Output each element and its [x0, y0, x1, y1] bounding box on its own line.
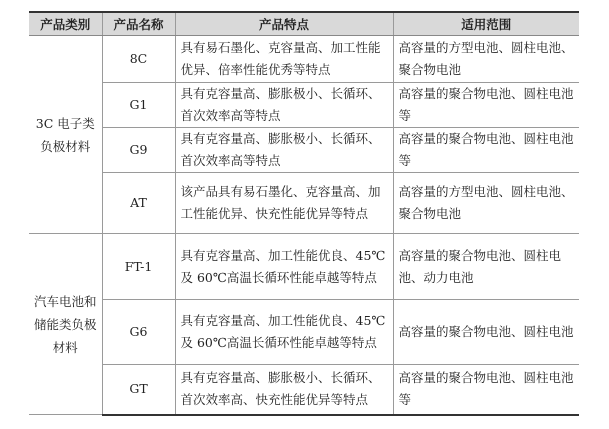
product-name-cell: FT-1: [102, 234, 175, 300]
features-cell: 具有克容量高、膨胀极小、长循环、首次效率高等特点: [175, 128, 393, 173]
product-name-cell: G1: [102, 83, 175, 128]
scope-cell: 高容量的聚合物电池、圆柱电池等: [393, 128, 579, 173]
features-cell: 具有易石墨化、克容量高、加工性能优异、倍率性能优秀等特点: [175, 36, 393, 83]
header-features: 产品特点: [175, 12, 393, 36]
product-name-cell: G6: [102, 300, 175, 365]
scope-cell: 高容量的聚合物电池、圆柱电池: [393, 300, 579, 365]
product-table: [29, 11, 579, 416]
scope-cell: 高容量的聚合物电池、圆柱电池等: [393, 83, 579, 128]
table-header-row: [29, 12, 579, 36]
table-row: [29, 365, 579, 415]
features-cell: 该产品具有易石墨化、克容量高、加工性能优异、快充性能优异等特点: [175, 173, 393, 234]
category-cell: 3C 电子类负极材料: [29, 36, 102, 234]
table-row: [29, 83, 579, 128]
features-cell: 具有克容量高、膨胀极小、长循环、首次效率高等特点: [175, 83, 393, 128]
table-row: [29, 234, 579, 300]
product-name-cell: AT: [102, 173, 175, 234]
category-cell: 汽车电池和储能类负极材料: [29, 234, 102, 415]
header-product-name: 产品名称: [102, 12, 175, 36]
scope-cell: 高容量的方型电池、圆柱电池、聚合物电池: [393, 173, 579, 234]
product-table-container: [29, 11, 579, 416]
product-name-cell: 8C: [102, 36, 175, 83]
table-row: [29, 128, 579, 173]
table-row: [29, 36, 579, 83]
features-cell: 具有克容量高、加工性能优良、45℃及 60℃高温长循环性能卓越等特点: [175, 234, 393, 300]
header-category: 产品类别: [29, 12, 102, 36]
product-name-cell: G9: [102, 128, 175, 173]
features-cell: 具有克容量高、膨胀极小、长循环、首次效率高、快充性能优异等特点: [175, 365, 393, 415]
scope-cell: 高容量的方型电池、圆柱电池、聚合物电池: [393, 36, 579, 83]
table-row: [29, 173, 579, 234]
scope-cell: 高容量的聚合物电池、圆柱电池、动力电池: [393, 234, 579, 300]
table-row: [29, 300, 579, 365]
features-cell: 具有克容量高、加工性能优良、45℃及 60℃高温长循环性能卓越等特点: [175, 300, 393, 365]
header-scope: 适用范围: [393, 12, 579, 36]
scope-cell: 高容量的聚合物电池、圆柱电池等: [393, 365, 579, 415]
product-name-cell: GT: [102, 365, 175, 415]
